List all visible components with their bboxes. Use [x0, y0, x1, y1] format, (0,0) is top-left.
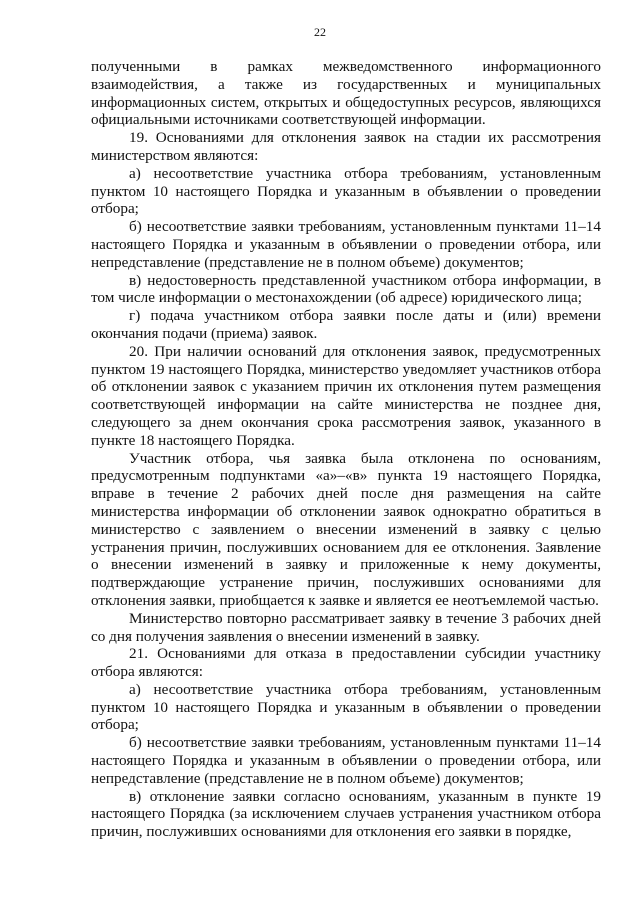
- paragraph-clause-19: 19. Основаниями для отклонения заявок на стадии их рассмотрения министерством являются:: [91, 129, 601, 164]
- paragraph-clause-19-a: а) несоответствие участника отбора требованиям, установленным пунктом 10 настоящего Порядка и указанным в объявлении о проведении отбора;: [91, 164, 601, 218]
- paragraph-clause-19-v: в) недостоверность представленной участником отбора информации, в том числе информации о местонахождении (об адресе) юридического лица;: [91, 271, 601, 307]
- page-number: 22: [314, 25, 326, 39]
- paragraph-clause-21-v: в) отклонение заявки согласно основаниям, указанным в пункте 19 настоящего Порядка (за исключением случаев устранения участником отбора причин, послуживших основаниями для отклонения его заявки в порядке,: [91, 787, 601, 841]
- paragraph-clause-21-a: а) несоответствие участника отбора требованиям, установленным пунктом 10 настоящего Порядка и указанным в объявлении о проведении отбора;: [91, 680, 601, 734]
- page-body: [91, 58, 601, 841]
- paragraph-clause-21: 21. Основаниями для отказа в предоставлении субсидии участнику отбора являются:: [91, 645, 601, 681]
- paragraph-clause-20-participant: Участник отбора, чья заявка была отклонена по основаниям, предусмотренным подпунктами «а»–«в» пункта 19 настоящего Порядка, вправе в течение 2 рабочих дней после дня размещения на сайте министерства информации об отклонении заявок однократно обратиться в министерство с заявлением о внесении изменений в заявку с целью устранения причин, послуживших основанием для ее отклонения. Заявление о внесении изменений в заявку и приложенные к нему документы, подтверждающие устранение причин, послуживших основаниями для отклонения заявки, приобщается к заявке и является ее неотъемлемой частью.: [91, 449, 601, 609]
- paragraph-continuation: полученными в рамках межведомственного информационного взаимодействия, а также из государственных и муниципальных информационных систем, открытых и общедоступных ресурсов, являющихся официальными источниками соответствующей информации.: [91, 58, 601, 129]
- paragraph-clause-20-repeat-review: Министерство повторно рассматривает заявку в течение 3 рабочих дней со дня получения заявления о внесении изменений в заявку.: [91, 609, 601, 645]
- paragraph-clause-21-b: б) несоответствие заявки требованиям, установленным пунктами 11–14 настоящего Порядка и указанным в объявлении о проведении отбора, или непредставление (представление не в полном объеме) документов;: [91, 734, 601, 787]
- paragraph-clause-20: 20. При наличии оснований для отклонения заявок, предусмотренных пунктом 19 настоящего Порядка, министерство уведомляет участников отбора об отклонении заявок с указанием причин их отклонения путем размещения соответствующей информации на сайте министерства не позднее дня, следующего за днем окончания срока рассмотрения заявок, указанного в пункте 18 настоящего Порядка.: [91, 342, 601, 449]
- paragraph-clause-19-b: б) несоответствие заявки требованиям, установленным пунктами 11–14 настоящего Порядка и указанным в объявлении о проведении отбора, или непредставление (представление не в полном объеме) документов;: [91, 218, 601, 271]
- paragraph-clause-19-g: г) подача участником отбора заявки после даты и (или) времени окончания подачи (приема) заявок.: [91, 307, 601, 342]
